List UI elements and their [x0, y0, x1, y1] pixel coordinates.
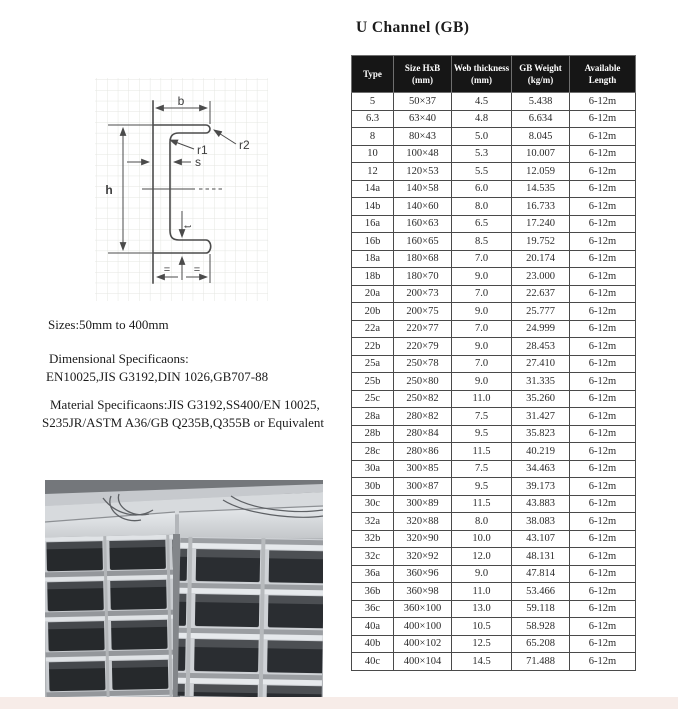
cell-type: 36b	[352, 583, 394, 601]
cell-size: 200×73	[394, 285, 452, 303]
cell-size: 250×78	[394, 355, 452, 373]
cell-weight: 16.733	[512, 198, 570, 216]
cell-length: 6-12m	[570, 268, 636, 286]
cell-size: 140×58	[394, 180, 452, 198]
cell-length: 6-12m	[570, 653, 636, 671]
note-dimensional-title: Dimensional Specificaons:	[49, 351, 189, 366]
cell-size: 280×84	[394, 425, 452, 443]
cell-web-thickness: 13.0	[452, 600, 512, 618]
cell-web-thickness: 12.5	[452, 635, 512, 653]
cell-length: 6-12m	[570, 635, 636, 653]
table-row	[352, 548, 636, 566]
cell-type: 5	[352, 93, 394, 111]
label-eq-left: =	[163, 264, 171, 276]
cell-web-thickness: 9.0	[452, 338, 512, 356]
table-row	[352, 460, 636, 478]
cell-web-thickness: 8.5	[452, 233, 512, 251]
cell-size: 100×48	[394, 145, 452, 163]
cell-web-thickness: 9.5	[452, 425, 512, 443]
table-row	[352, 478, 636, 496]
note-material-line2: S235JR/ASTM A36/GB Q235B,Q355B or Equivalent	[42, 415, 325, 430]
cell-length: 6-12m	[570, 163, 636, 181]
cell-size: 300×89	[394, 495, 452, 513]
cell-length: 6-12m	[570, 128, 636, 146]
product-photo	[45, 480, 323, 697]
table-row	[352, 320, 636, 338]
table-row	[352, 285, 636, 303]
cell-length: 6-12m	[570, 460, 636, 478]
cell-size: 400×102	[394, 635, 452, 653]
cell-web-thickness: 4.8	[452, 110, 512, 128]
cell-type: 32c	[352, 548, 394, 566]
cell-length: 6-12m	[570, 513, 636, 531]
cell-length: 6-12m	[570, 390, 636, 408]
cell-weight: 14.535	[512, 180, 570, 198]
cell-weight: 59.118	[512, 600, 570, 618]
cell-web-thickness: 12.0	[452, 548, 512, 566]
col-header-web-line2: (mm)	[471, 75, 492, 85]
cell-weight: 39.173	[512, 478, 570, 496]
label-b: b	[177, 94, 185, 108]
cell-length: 6-12m	[570, 408, 636, 426]
cell-length: 6-12m	[570, 618, 636, 636]
cell-web-thickness: 6.0	[452, 180, 512, 198]
table-row	[352, 303, 636, 321]
cell-size: 320×88	[394, 513, 452, 531]
cell-size: 360×98	[394, 583, 452, 601]
table-row	[352, 495, 636, 513]
cell-weight: 53.466	[512, 583, 570, 601]
cell-size: 360×96	[394, 565, 452, 583]
cell-weight: 35.260	[512, 390, 570, 408]
cell-weight: 8.045	[512, 128, 570, 146]
table-row	[352, 338, 636, 356]
cell-web-thickness: 7.0	[452, 320, 512, 338]
cell-web-thickness: 7.5	[452, 408, 512, 426]
col-header-size	[394, 56, 452, 93]
cell-weight: 28.453	[512, 338, 570, 356]
cell-type: 40b	[352, 635, 394, 653]
cell-size: 300×87	[394, 478, 452, 496]
cell-type: 28c	[352, 443, 394, 461]
note-material-line1: Material Specificaons:JIS G3192,SS400/EN 10025,	[50, 397, 320, 412]
cell-weight: 24.999	[512, 320, 570, 338]
cell-weight: 19.752	[512, 233, 570, 251]
cell-length: 6-12m	[570, 565, 636, 583]
cell-length: 6-12m	[570, 93, 636, 111]
cell-size: 280×86	[394, 443, 452, 461]
cell-web-thickness: 5.5	[452, 163, 512, 181]
cell-type: 25a	[352, 355, 394, 373]
cell-size: 80×43	[394, 128, 452, 146]
col-header-size-line2: (mm)	[412, 75, 433, 85]
col-header-length-line1: Available	[584, 62, 621, 73]
cell-weight: 23.000	[512, 268, 570, 286]
cell-web-thickness: 6.5	[452, 215, 512, 233]
table-row	[352, 198, 636, 216]
table-row	[352, 233, 636, 251]
table-row	[352, 145, 636, 163]
cell-type: 16b	[352, 233, 394, 251]
cell-type: 30c	[352, 495, 394, 513]
page-bottom-strip	[0, 697, 678, 709]
cell-size: 180×70	[394, 268, 452, 286]
cell-length: 6-12m	[570, 285, 636, 303]
cell-size: 220×79	[394, 338, 452, 356]
cell-length: 6-12m	[570, 478, 636, 496]
label-t: t	[183, 225, 194, 228]
cell-type: 25b	[352, 373, 394, 391]
cell-web-thickness: 10.0	[452, 530, 512, 548]
cell-web-thickness: 9.0	[452, 303, 512, 321]
cell-length: 6-12m	[570, 373, 636, 391]
table-row	[352, 355, 636, 373]
col-header-length	[570, 56, 636, 93]
cell-type: 18b	[352, 268, 394, 286]
cell-length: 6-12m	[570, 338, 636, 356]
table-row	[352, 408, 636, 426]
cell-size: 63×40	[394, 110, 452, 128]
cell-weight: 43.107	[512, 530, 570, 548]
table-row	[352, 390, 636, 408]
cell-type: 28b	[352, 425, 394, 443]
table-row	[352, 635, 636, 653]
cell-web-thickness: 8.0	[452, 513, 512, 531]
cell-size: 160×65	[394, 233, 452, 251]
cell-web-thickness: 9.0	[452, 268, 512, 286]
table-row	[352, 373, 636, 391]
cell-length: 6-12m	[570, 250, 636, 268]
note-dimensional-standards: EN10025,JIS G3192,DIN 1026,GB707-88	[46, 369, 269, 384]
cell-web-thickness: 11.5	[452, 443, 512, 461]
cell-type: 40c	[352, 653, 394, 671]
cell-web-thickness: 5.0	[452, 128, 512, 146]
cell-type: 22a	[352, 320, 394, 338]
header-row	[352, 56, 636, 93]
note-sizes: Sizes:50mm to 400mm	[48, 317, 169, 332]
cell-weight: 22.637	[512, 285, 570, 303]
cell-type: 25c	[352, 390, 394, 408]
cell-size: 50×37	[394, 93, 452, 111]
cell-web-thickness: 9.5	[452, 478, 512, 496]
cell-web-thickness: 10.5	[452, 618, 512, 636]
cell-weight: 31.427	[512, 408, 570, 426]
cell-type: 32b	[352, 530, 394, 548]
cell-length: 6-12m	[570, 110, 636, 128]
cell-size: 280×82	[394, 408, 452, 426]
table-row	[352, 110, 636, 128]
table-row	[352, 128, 636, 146]
cell-type: 14a	[352, 180, 394, 198]
cell-type: 36c	[352, 600, 394, 618]
table-row	[352, 653, 636, 671]
cell-size: 250×82	[394, 390, 452, 408]
cell-length: 6-12m	[570, 215, 636, 233]
cell-type: 14b	[352, 198, 394, 216]
table-row	[352, 618, 636, 636]
cell-length: 6-12m	[570, 303, 636, 321]
cell-web-thickness: 11.0	[452, 390, 512, 408]
channel-section-diagram	[75, 58, 320, 308]
cell-weight: 58.928	[512, 618, 570, 636]
cell-weight: 27.410	[512, 355, 570, 373]
cell-type: 12	[352, 163, 394, 181]
cell-type: 20a	[352, 285, 394, 303]
cell-length: 6-12m	[570, 443, 636, 461]
cell-weight: 43.883	[512, 495, 570, 513]
channel-stack-right	[178, 537, 323, 697]
cell-web-thickness: 5.3	[452, 145, 512, 163]
cell-type: 28a	[352, 408, 394, 426]
col-header-web-line1: Web thickness	[453, 62, 510, 73]
cell-web-thickness: 8.0	[452, 198, 512, 216]
table-row	[352, 93, 636, 111]
cell-size: 400×100	[394, 618, 452, 636]
cell-web-thickness: 7.0	[452, 250, 512, 268]
cell-size: 180×68	[394, 250, 452, 268]
cell-web-thickness: 7.0	[452, 285, 512, 303]
cell-web-thickness: 11.0	[452, 583, 512, 601]
label-s: s	[195, 155, 201, 169]
cell-size: 300×85	[394, 460, 452, 478]
cell-type: 10	[352, 145, 394, 163]
cell-type: 30b	[352, 478, 394, 496]
cell-length: 6-12m	[570, 530, 636, 548]
col-header-size-line1: Size HxB	[404, 62, 441, 73]
cell-type: 30a	[352, 460, 394, 478]
label-eq-right: =	[193, 264, 201, 276]
cell-size: 320×90	[394, 530, 452, 548]
cell-length: 6-12m	[570, 495, 636, 513]
cell-weight: 25.777	[512, 303, 570, 321]
cell-type: 16a	[352, 215, 394, 233]
col-header-weight-line2: (kg/m)	[527, 75, 554, 85]
cell-length: 6-12m	[570, 425, 636, 443]
cell-length: 6-12m	[570, 583, 636, 601]
cell-weight: 34.463	[512, 460, 570, 478]
cell-size: 360×100	[394, 600, 452, 618]
cell-length: 6-12m	[570, 355, 636, 373]
cell-web-thickness: 7.0	[452, 355, 512, 373]
label-r2: r2	[239, 138, 250, 152]
cell-type: 36a	[352, 565, 394, 583]
table-row	[352, 600, 636, 618]
channel-stack-left	[45, 535, 178, 697]
cell-weight: 48.131	[512, 548, 570, 566]
cell-size: 140×60	[394, 198, 452, 216]
col-header-web-thickness	[452, 56, 512, 93]
spec-table-body	[352, 93, 636, 671]
cell-length: 6-12m	[570, 320, 636, 338]
table-row	[352, 268, 636, 286]
cell-type: 40a	[352, 618, 394, 636]
cell-weight: 38.083	[512, 513, 570, 531]
col-header-type-line1: Type	[363, 68, 382, 79]
col-header-weight-line1: GB Weight	[519, 62, 562, 73]
cell-length: 6-12m	[570, 198, 636, 216]
col-header-type	[352, 56, 394, 93]
spec-table	[351, 55, 636, 671]
cell-weight: 10.007	[512, 145, 570, 163]
cell-size: 320×92	[394, 548, 452, 566]
table-row	[352, 250, 636, 268]
cell-weight: 71.488	[512, 653, 570, 671]
cell-size: 120×53	[394, 163, 452, 181]
table-row	[352, 425, 636, 443]
cell-weight: 20.174	[512, 250, 570, 268]
cell-web-thickness: 9.0	[452, 565, 512, 583]
cell-web-thickness: 7.5	[452, 460, 512, 478]
cell-size: 160×63	[394, 215, 452, 233]
cell-web-thickness: 9.0	[452, 373, 512, 391]
cell-weight: 5.438	[512, 93, 570, 111]
table-row	[352, 163, 636, 181]
cell-web-thickness: 14.5	[452, 653, 512, 671]
cell-length: 6-12m	[570, 548, 636, 566]
cell-weight: 65.208	[512, 635, 570, 653]
cell-length: 6-12m	[570, 233, 636, 251]
cell-weight: 17.240	[512, 215, 570, 233]
cell-weight: 47.814	[512, 565, 570, 583]
cell-size: 250×80	[394, 373, 452, 391]
table-row	[352, 180, 636, 198]
cell-weight: 35.823	[512, 425, 570, 443]
page-title: U Channel (GB)	[356, 19, 470, 36]
cell-type: 20b	[352, 303, 394, 321]
table-row	[352, 443, 636, 461]
label-r1: r1	[197, 143, 208, 157]
label-h: h	[105, 183, 113, 197]
cell-type: 22b	[352, 338, 394, 356]
table-row	[352, 583, 636, 601]
cell-length: 6-12m	[570, 145, 636, 163]
table-row	[352, 530, 636, 548]
cell-weight: 12.059	[512, 163, 570, 181]
table-row	[352, 513, 636, 531]
col-header-weight	[512, 56, 570, 93]
cell-weight: 31.335	[512, 373, 570, 391]
cell-weight: 40.219	[512, 443, 570, 461]
cell-length: 6-12m	[570, 180, 636, 198]
cell-size: 400×104	[394, 653, 452, 671]
cell-web-thickness: 4.5	[452, 93, 512, 111]
cell-size: 200×75	[394, 303, 452, 321]
cell-type: 32a	[352, 513, 394, 531]
cell-length: 6-12m	[570, 600, 636, 618]
table-row	[352, 215, 636, 233]
cell-size: 220×77	[394, 320, 452, 338]
cell-weight: 6.634	[512, 110, 570, 128]
cell-type: 6.3	[352, 110, 394, 128]
table-row	[352, 565, 636, 583]
col-header-length-line2: Length	[588, 75, 617, 85]
cell-web-thickness: 11.5	[452, 495, 512, 513]
cell-type: 8	[352, 128, 394, 146]
cell-type: 18a	[352, 250, 394, 268]
